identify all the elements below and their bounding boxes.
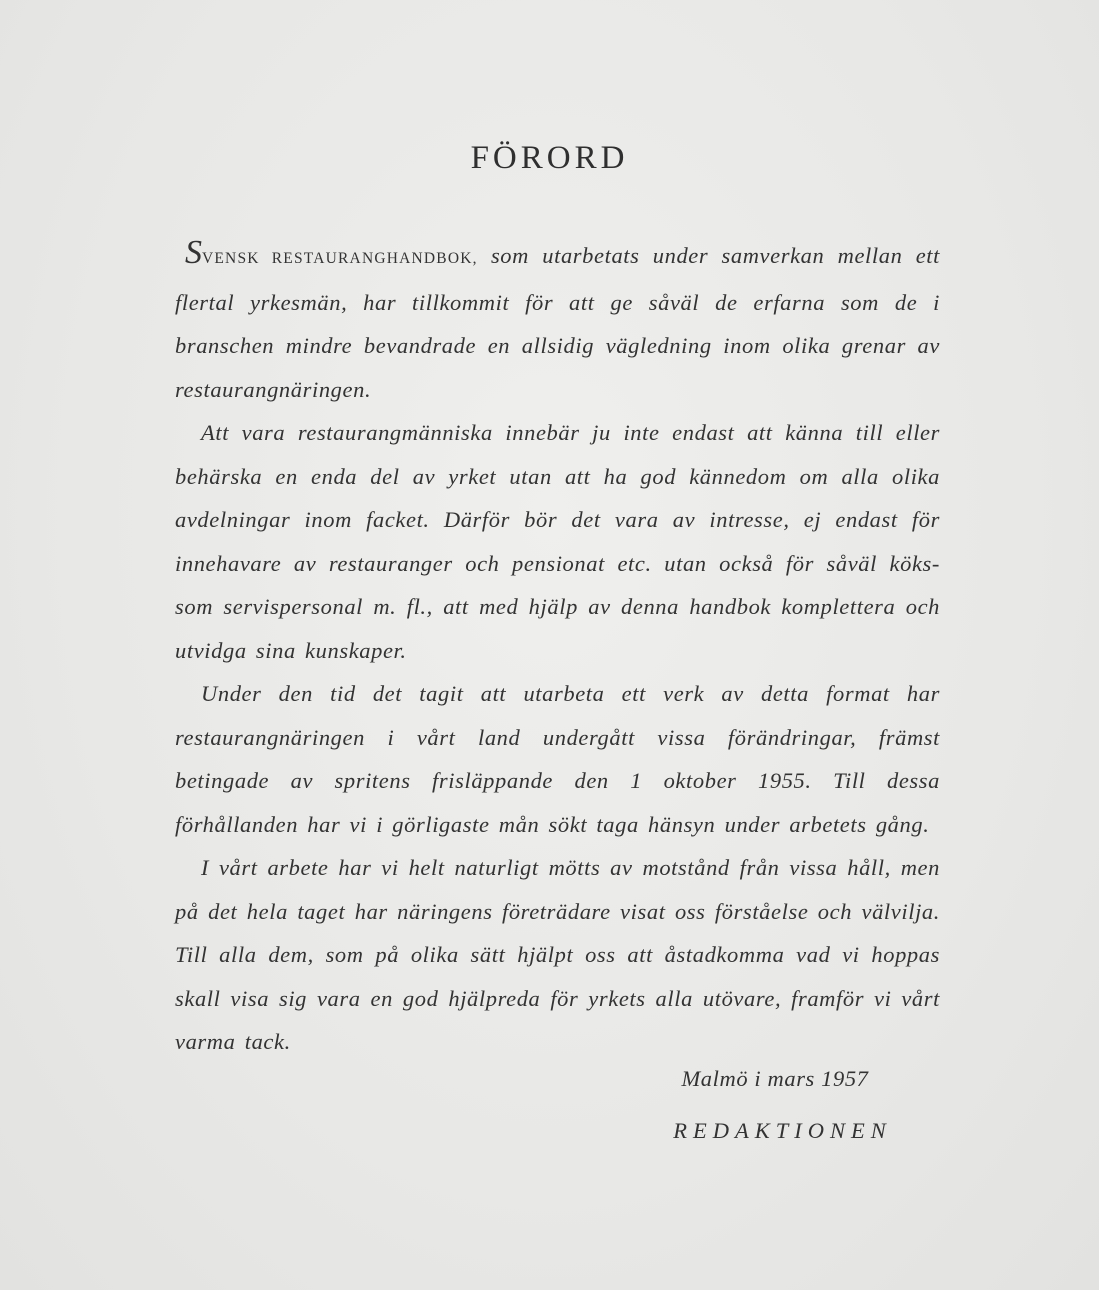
paragraph-4: I vårt arbete har vi helt naturligt mötts av motstånd från vissa håll, men på det hela taget har näringens företrädare visat oss förståelse och välvilja. Till alla dem, som på olika sätt hjälpt oss att åstadkomma vad vi hoppas skall visa sig vara en god hjälpreda för yrkets alla utövare, framför vi vårt varma tack. <box>175 855 940 1054</box>
paragraph-3: Under den tid det tagit att utarbeta ett verk av detta format har restaurangnäringen i vårt land undergått vissa förändringar, främst betingade av spritens frisläppande den 1 oktober 1955. Till dessa förhållanden har vi i görligaste mån sökt taga hänsyn under arbetets gång. <box>175 681 940 837</box>
page-title: FÖRORD <box>470 140 629 176</box>
signature: REDAKTIONEN <box>673 1118 892 1143</box>
foreword-text <box>175 234 940 1064</box>
paragraph-1-text: som utarbetats under samverkan mellan ett flertal yrkesmän, har tillkommit för att ge såväl de erfarna som de i branschen mindre bevandrade en allsidig vägledning inom olika grenar av restaurangnäringen. <box>175 243 940 402</box>
paragraph-1 <box>175 234 940 411</box>
place-and-date: Malmö i mars 1957 <box>681 1066 869 1091</box>
paragraph-2: Att vara restaurangmänniska innebär ju inte endast att känna till eller behärska en enda del av yrket utan att ha god kännedom om alla olika avdelningar inom facket. Därför bör det vara av intresse, ej endast för innehavare av restauranger och pensionat etc. utan också för såväl köks- som servispersonal m. fl., att med hjälp av denna handbok komplettera och utvidga sina kunskaper. <box>175 420 940 663</box>
book-title-smallcaps: VENSK RESTAURANGHANDBOK, <box>202 250 478 267</box>
drop-cap: S <box>185 234 202 271</box>
